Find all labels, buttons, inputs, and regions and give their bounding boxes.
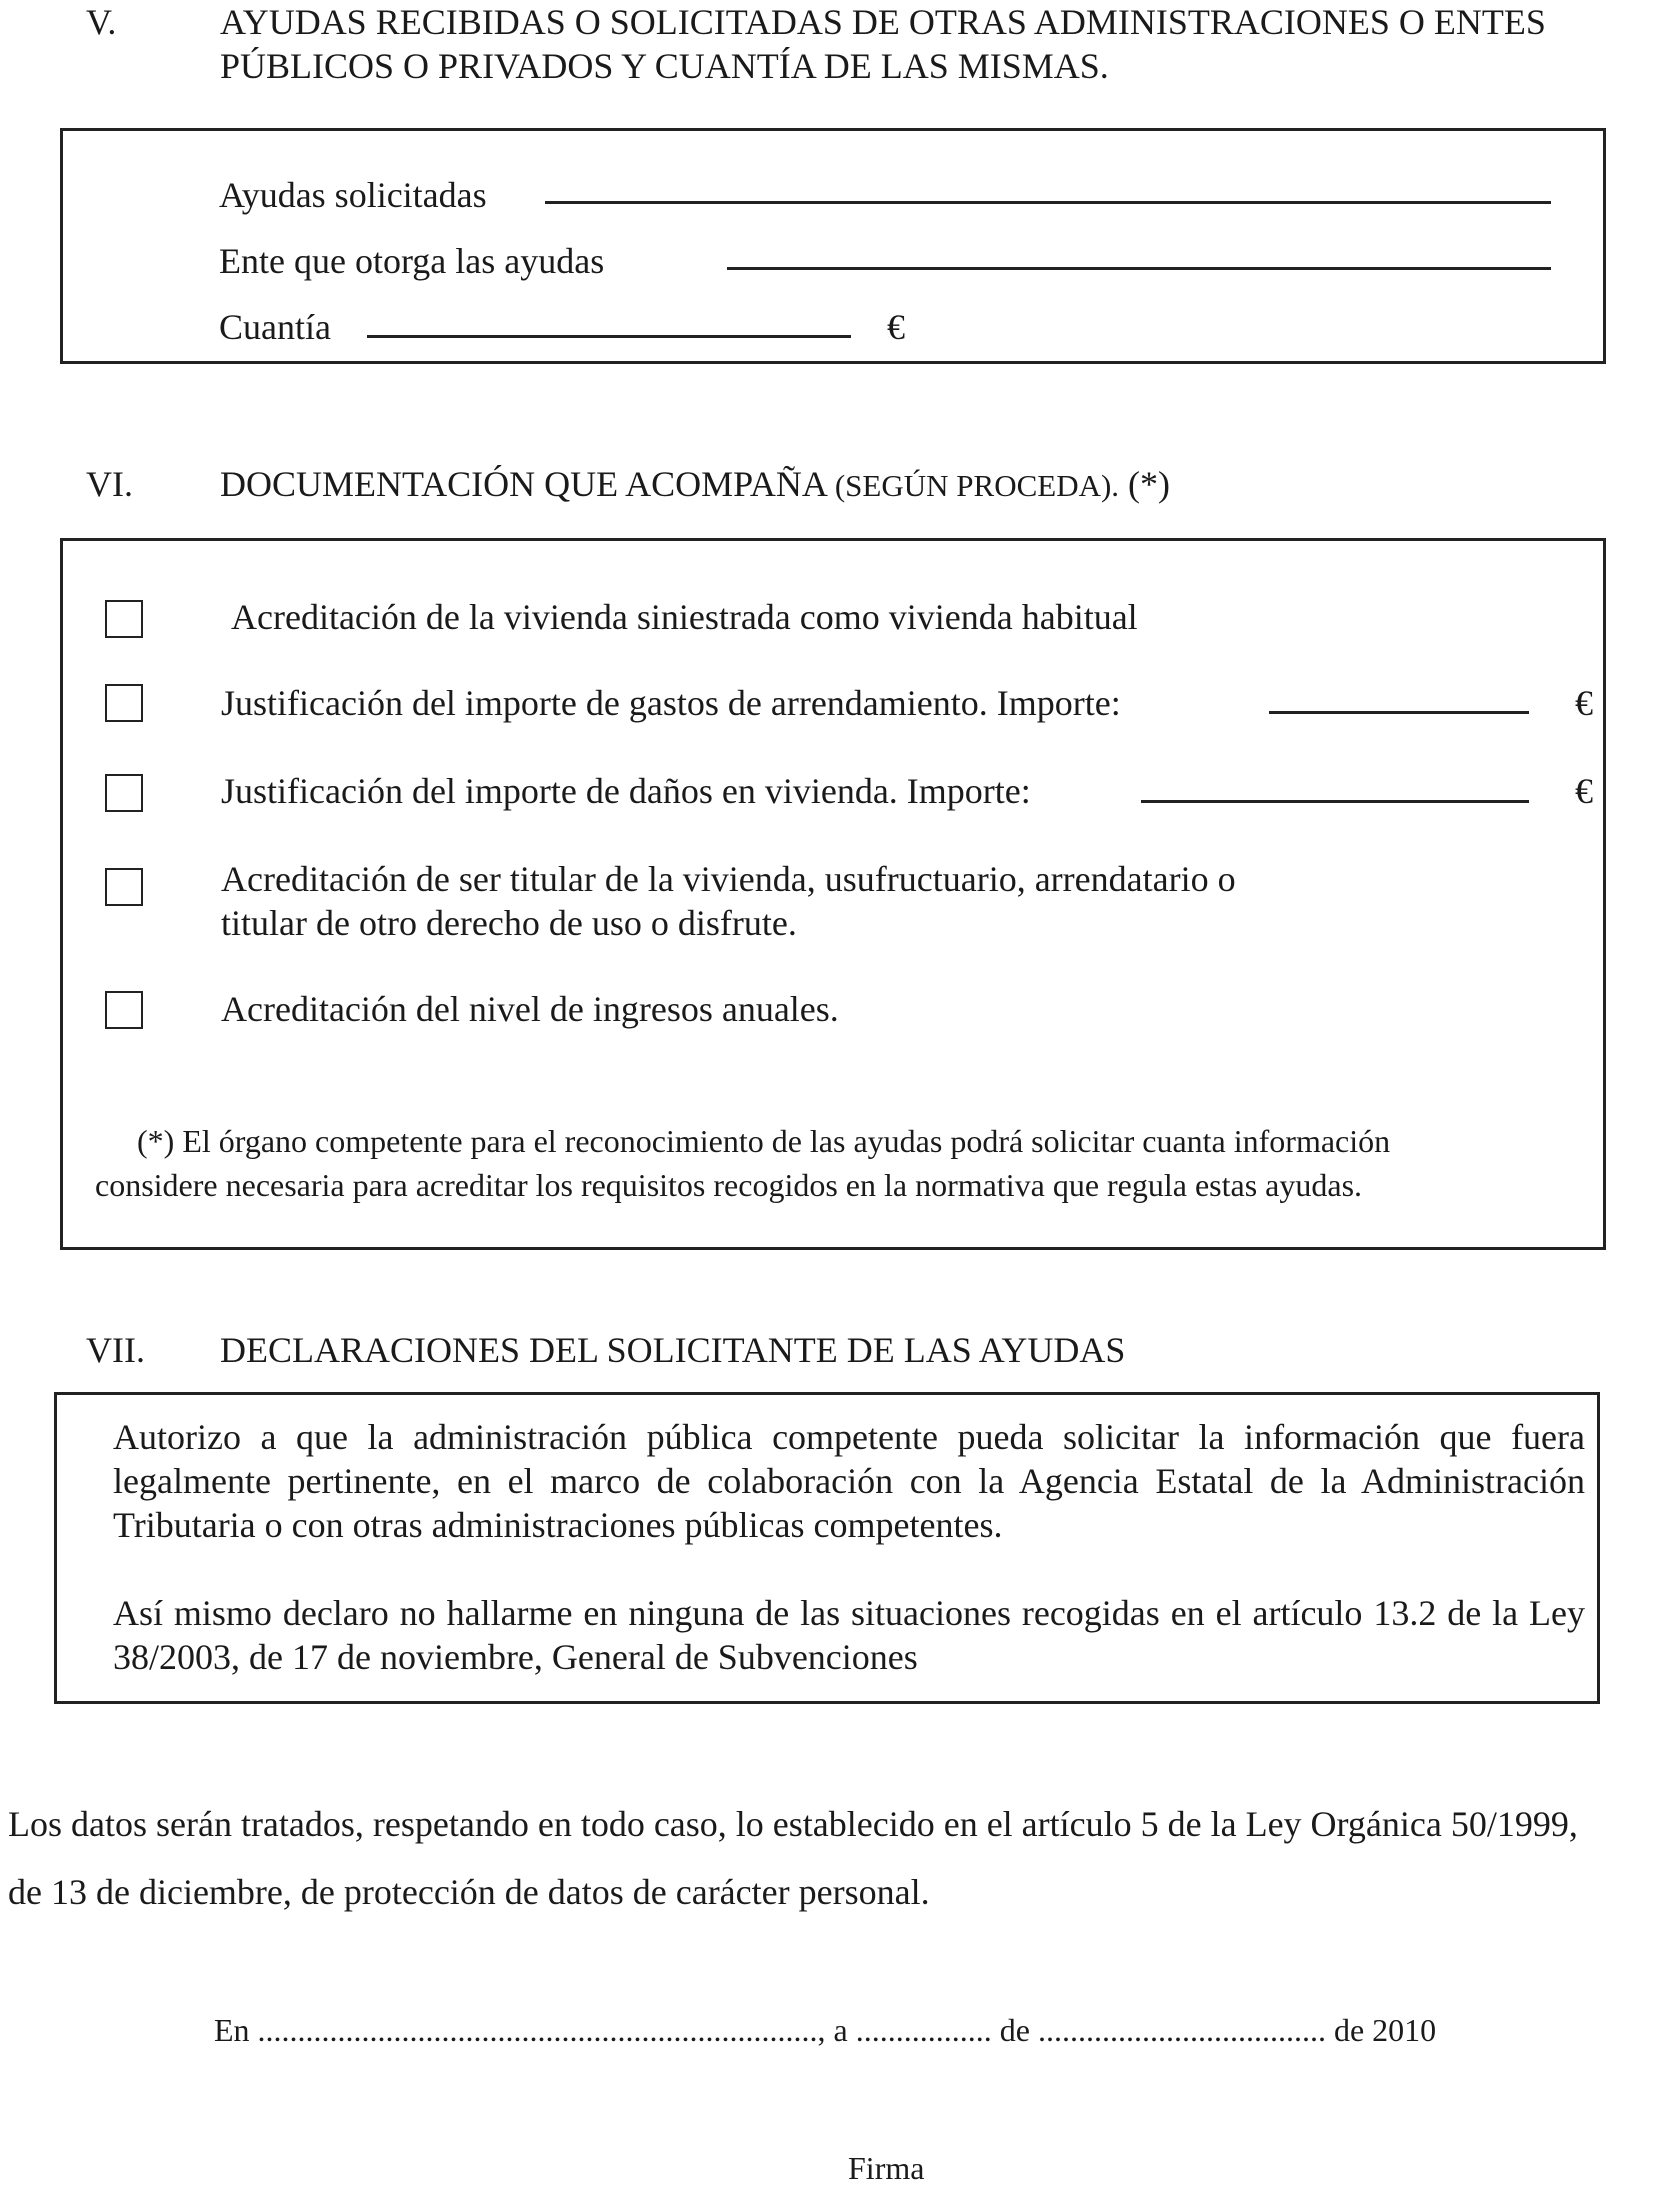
item-vivienda-habitual-label: Acreditación de la vivienda siniestrada como vivienda habitual <box>231 597 1138 637</box>
section-vii-box <box>54 1392 1600 1704</box>
declaration-paragraph-1: Autorizo a que la administración pública competente pueda solicitar la información que fuera legalmente pertinente, en el marco de colaboración con la Agencia Estatal de la Administración Tributaria o con otras administraciones públicas competentes. <box>113 1417 1585 1545</box>
data-protection-line1: Los datos serán tratados, respetando en todo caso, lo establecido en el artículo 5 de la Ley Orgánica 50/1999, <box>8 1804 1578 1844</box>
item-titular-label-line1: Acreditación de ser titular de la vivienda, usufructuario, arrendatario o <box>221 859 1236 899</box>
section-v-number: V. <box>86 2 117 42</box>
section-v-box <box>60 128 1606 364</box>
item-nivel-ingresos-label: Acreditación del nivel de ingresos anuales. <box>221 989 839 1029</box>
item-danos-vivienda-label: Justificación del importe de daños en vivienda. Importe: <box>221 771 1031 811</box>
signature-label: Firma <box>848 2150 925 2186</box>
item-titular-label-line2: titular de otro derecho de uso o disfrute. <box>221 903 797 943</box>
declaration-paragraph-2: Así mismo declaro no hallarme en ninguna de las situaciones recogidas en el artículo 13.2 de la Ley 38/2003, de 17 de noviembre, General de Subvenciones <box>113 1593 1585 1677</box>
section-vi-note-line2: considere necesaria para acreditar los requisitos recogidos en la normativa que regula estas ayudas. <box>95 1167 1363 1203</box>
importe-danos-field[interactable] <box>1141 800 1529 803</box>
place-date-line[interactable]: En ......................................................................, a ................. de .................................... de 2010 <box>214 2012 1437 2048</box>
ayudas-solicitadas-field[interactable] <box>545 201 1551 204</box>
ayudas-solicitadas-label: Ayudas solicitadas <box>219 175 487 215</box>
arrendamiento-currency: € <box>1575 683 1593 723</box>
section-vi-title-paren: (SEGÚN PROCEDA). <box>834 468 1120 503</box>
checkbox-nivel-ingresos[interactable] <box>105 991 143 1029</box>
checkbox-vivienda-habitual[interactable] <box>105 600 143 638</box>
section-vi-title-star: (*) <box>1128 464 1171 504</box>
danos-currency: € <box>1575 771 1593 811</box>
section-vi-box <box>60 538 1606 1250</box>
checkbox-titular-vivienda[interactable] <box>105 868 143 906</box>
ente-label: Ente que otorga las ayudas <box>219 241 605 281</box>
section-vi-number: VI. <box>86 464 133 504</box>
section-v-title-line2: PÚBLICOS O PRIVADOS Y CUANTÍA DE LAS MISMAS. <box>220 46 1109 86</box>
ente-field[interactable] <box>727 267 1551 270</box>
cuantia-field[interactable] <box>367 335 851 338</box>
section-v-title-line1: AYUDAS RECIBIDAS O SOLICITADAS DE OTRAS ADMINISTRACIONES O ENTES <box>220 2 1546 42</box>
checkbox-danos-vivienda[interactable] <box>105 774 143 812</box>
section-vi-title <box>220 462 1170 508</box>
data-protection-line2: de 13 de diciembre, de protección de datos de carácter personal. <box>8 1872 930 1912</box>
cuantia-label: Cuantía <box>219 307 331 347</box>
cuantia-currency: € <box>887 307 905 347</box>
section-vii-title: DECLARACIONES DEL SOLICITANTE DE LAS AYUDAS <box>220 1330 1126 1370</box>
checkbox-gastos-arrendamiento[interactable] <box>105 684 143 722</box>
section-vi-note-line1: (*) El órgano competente para el reconocimiento de las ayudas podrá solicitar cuanta información <box>137 1123 1391 1159</box>
item-gastos-arrendamiento-label: Justificación del importe de gastos de arrendamiento. Importe: <box>221 683 1121 723</box>
section-vi-title-main: DOCUMENTACIÓN QUE ACOMPAÑA <box>220 464 826 504</box>
section-vii-number: VII. <box>86 1330 145 1370</box>
importe-arrendamiento-field[interactable] <box>1269 711 1529 714</box>
